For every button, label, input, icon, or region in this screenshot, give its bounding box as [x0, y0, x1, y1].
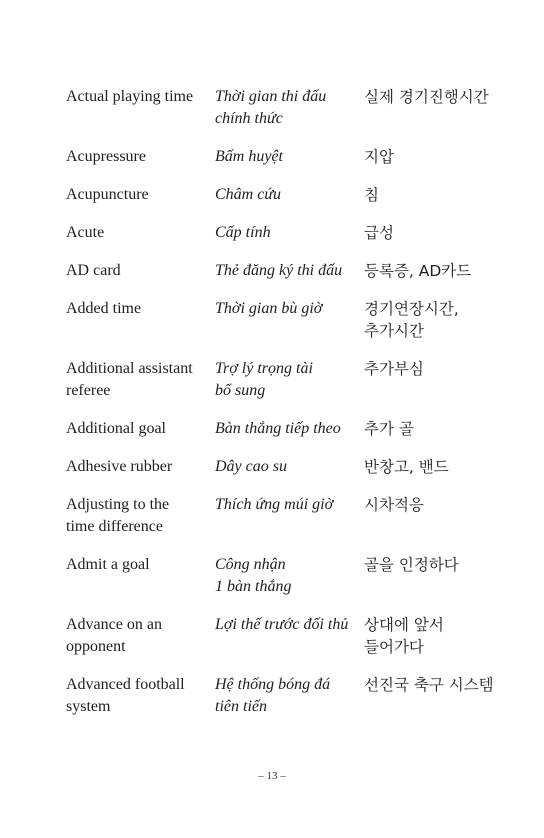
korean-term: 등록증, AD카드 [364, 262, 472, 280]
english-term: Actual playing time [66, 88, 194, 105]
vietnamese-term: Dây cao su [215, 458, 287, 475]
vietnamese-term: Châm cứu [215, 186, 282, 203]
korean-term: 추가부심 [364, 360, 424, 378]
vietnamese-term: Thời gian thi đấu chính thức [215, 88, 327, 127]
glossary-entry [66, 554, 516, 598]
korean-term: 실제 경기진행시간 [364, 88, 489, 106]
korean-term: 선진국 축구 시스템 [364, 676, 494, 694]
english-term: Acupressure [66, 148, 146, 165]
english-term: Acute [66, 224, 105, 241]
glossary-entry [66, 146, 516, 168]
glossary-entry [66, 418, 516, 440]
glossary-entry [66, 494, 516, 538]
korean-term: 시차적응 [364, 496, 424, 514]
vietnamese-term: Bấm huyệt [215, 148, 283, 165]
korean-term: 상대에 앞서 들어가다 [364, 616, 444, 656]
vietnamese-term: Trợ lý trọng tài bổ sung [215, 360, 313, 399]
glossary-entry [66, 614, 516, 658]
glossary-entry [66, 298, 516, 342]
vietnamese-term: Bàn thắng tiếp theo [215, 420, 341, 437]
korean-term: 추가 골 [364, 420, 414, 438]
vietnamese-term: Thẻ đăng ký thi đấu [215, 262, 343, 279]
page-number: – 13 – [258, 770, 286, 782]
glossary-entry [66, 358, 516, 402]
english-term: Added time [66, 300, 142, 317]
english-term: Advance on an opponent [66, 616, 162, 655]
korean-term: 지압 [364, 148, 394, 166]
vietnamese-term: Thời gian bù giờ [215, 300, 323, 317]
vietnamese-term: Thích ứng múi giờ [215, 496, 334, 513]
glossary-entry [66, 674, 516, 718]
korean-term: 급성 [364, 224, 394, 242]
english-term: Advanced football system [66, 676, 185, 715]
glossary-entry [66, 222, 516, 244]
glossary-list [66, 86, 516, 734]
glossary-entry [66, 184, 516, 206]
korean-term: 침 [364, 186, 379, 204]
vietnamese-term: Cấp tính [215, 224, 271, 241]
english-term: Acupuncture [66, 186, 149, 203]
vietnamese-term: Lợi thế trước đối thủ [215, 616, 349, 633]
english-term: Additional assistant referee [66, 360, 193, 399]
glossary-entry [66, 456, 516, 478]
vietnamese-term: Công nhận 1 bàn thắng [215, 556, 292, 595]
korean-term: 경기연장시간, 추가시간 [364, 300, 459, 340]
korean-term: 골을 인정하다 [364, 556, 459, 574]
glossary-entry [66, 260, 516, 282]
english-term: AD card [66, 262, 121, 279]
korean-term: 반창고, 밴드 [364, 458, 449, 476]
english-term: Adhesive rubber [66, 458, 173, 475]
english-term: Additional goal [66, 420, 166, 437]
vietnamese-term: Hệ thống bóng đá tiên tiến [215, 676, 331, 715]
english-term: Admit a goal [66, 556, 150, 573]
glossary-entry [66, 86, 516, 130]
english-term: Adjusting to the time difference [66, 496, 170, 535]
